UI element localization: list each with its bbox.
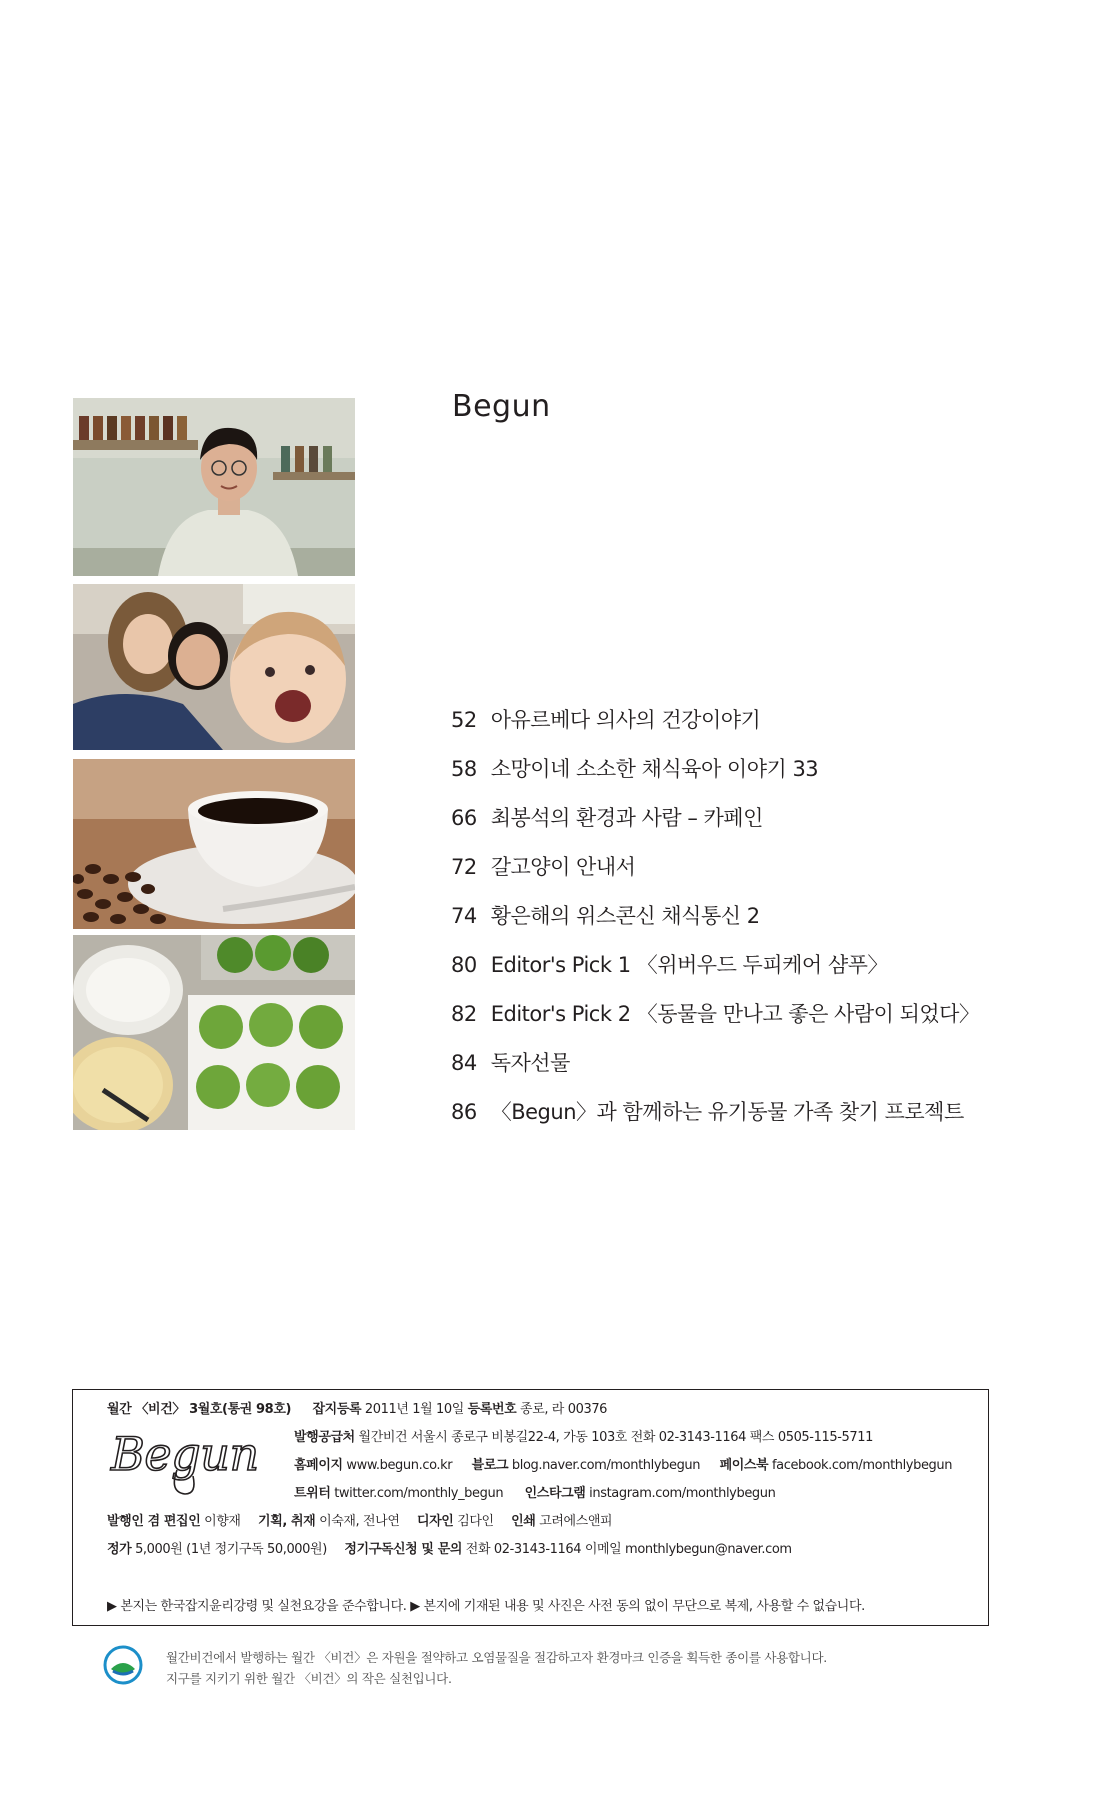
design-label: 디자인	[416, 1514, 454, 1529]
blog-link[interactable]: blog.naver.com/monthlybegun	[511, 1458, 701, 1473]
editor-label: 발행인 겸 편집인	[107, 1514, 201, 1529]
toc-title: 최봉석의 환경과 사람 – 카페인	[490, 806, 763, 830]
toc-page-number: 52	[451, 708, 477, 732]
section-title: Begun	[452, 389, 551, 424]
subscribe-value: 전화 02-3143-1164 이메일 monthlybegun@naver.com	[465, 1542, 792, 1557]
twitter-link[interactable]: twitter.com/monthly_begun	[334, 1486, 504, 1501]
colophon-line-issue	[107, 1398, 607, 1417]
toc-page-number: 80	[451, 953, 477, 977]
planning-value: 이숙재, 전나연	[319, 1514, 400, 1529]
publisher-value: 월간비건 서울시 종로구 비봉길22-4, 가동 103호 전화 02-3143-1164 팩스 0505-115-5711	[358, 1430, 873, 1445]
toc-item[interactable]	[451, 751, 979, 800]
regno-label: 등록번호	[467, 1402, 517, 1417]
colophon-line-social	[294, 1482, 775, 1501]
toc-page-number: 74	[451, 904, 477, 928]
colophon-box	[72, 1389, 989, 1626]
colophon-line-price	[107, 1538, 792, 1557]
blog-label: 블로그	[471, 1458, 509, 1473]
toc-title: 소망이네 소소한 채식육아 이야기 33	[490, 757, 819, 781]
twitter-label: 트위터	[294, 1486, 331, 1501]
eco-notice-line1: 월간비건에서 발행하는 월간 〈비건〉은 자원을 절약하고 오염물질을 절감하고자 환경마크 인증을 획득한 종이를 사용합니다.	[166, 1650, 827, 1665]
photo-green-tomatoes	[73, 935, 355, 1130]
price-label: 정가	[107, 1542, 132, 1557]
toc-item[interactable]	[451, 800, 979, 849]
toc-page-number: 58	[451, 757, 477, 781]
toc-page-number: 84	[451, 1051, 477, 1075]
subscribe-label: 정기구독신청 및 문의	[344, 1542, 463, 1557]
toc-item[interactable]	[451, 849, 979, 898]
toc-page-number: 72	[451, 855, 477, 879]
design-value: 김다인	[457, 1514, 494, 1529]
editor-value: 이향재	[204, 1514, 241, 1529]
homepage-link[interactable]: www.begun.co.kr	[346, 1458, 453, 1473]
facebook-label: 페이스북	[719, 1458, 769, 1473]
photo-family-selfie	[73, 584, 355, 750]
publisher-label: 발행공급처	[294, 1430, 355, 1445]
logo-text: Begun	[111, 1427, 259, 1481]
planning-label: 기획, 취재	[258, 1514, 316, 1529]
eco-mark-icon	[103, 1645, 143, 1685]
toc-page-number: 86	[451, 1100, 477, 1124]
toc-item[interactable]	[451, 996, 979, 1045]
toc-item[interactable]	[451, 702, 979, 751]
toc-title: 독자선물	[490, 1051, 570, 1075]
reg-value: 2011년 1월 10일	[364, 1402, 464, 1417]
homepage-label: 홈페이지	[294, 1458, 343, 1473]
toc-item[interactable]	[451, 898, 979, 947]
colophon-line-staff	[107, 1510, 612, 1529]
toc-item[interactable]	[451, 1045, 979, 1094]
issue-label: 월간 〈비건〉 3월호(통권 98호)	[107, 1402, 292, 1417]
toc-title: 황은해의 위스콘신 채식통신 2	[490, 904, 760, 928]
eco-notice-line2: 지구를 지키기 위한 월간 〈비건〉의 작은 실천입니다.	[166, 1671, 452, 1686]
instagram-label: 인스타그램	[524, 1486, 586, 1501]
price-value: 5,000원 (1년 정기구독 50,000원)	[135, 1542, 327, 1557]
reg-label: 잡지등록	[312, 1402, 362, 1417]
facebook-link[interactable]: facebook.com/monthlybegun	[771, 1458, 953, 1473]
toc-title: 아유르베다 의사의 건강이야기	[490, 708, 761, 732]
toc-page-number: 66	[451, 806, 477, 830]
toc-page-number: 82	[451, 1002, 477, 1026]
begun-logo	[107, 1424, 271, 1496]
colophon-line-publisher	[294, 1426, 873, 1445]
print-label: 인쇄	[511, 1514, 536, 1529]
print-value: 고려에스앤피	[539, 1514, 613, 1529]
toc-item[interactable]	[451, 1094, 979, 1143]
photo-man-portrait	[73, 398, 355, 576]
regno-value: 종로, 라 00376	[520, 1402, 608, 1417]
instagram-link[interactable]: instagram.com/monthlybegun	[589, 1486, 776, 1501]
toc-title: 갈고양이 안내서	[490, 855, 636, 879]
photo-coffee-cup	[73, 759, 355, 929]
toc-item[interactable]	[451, 947, 979, 996]
toc-title: Editor's Pick 1 〈위버우드 두피케어 샴푸〉	[490, 953, 888, 977]
colophon-notice: ▶ 본지는 한국잡지윤리강령 및 실천요강을 준수합니다. ▶ 본지에 기재된 내용 및 사진은 사전 동의 없이 무단으로 복제, 사용할 수 없습니다.	[107, 1599, 865, 1614]
colophon-line-web	[294, 1454, 952, 1473]
table-of-contents	[451, 702, 979, 1143]
toc-title: 〈Begun〉과 함께하는 유기동물 가족 찾기 프로젝트	[490, 1100, 964, 1124]
toc-title: Editor's Pick 2 〈동물을 만나고 좋은 사람이 되었다〉	[490, 1002, 980, 1026]
